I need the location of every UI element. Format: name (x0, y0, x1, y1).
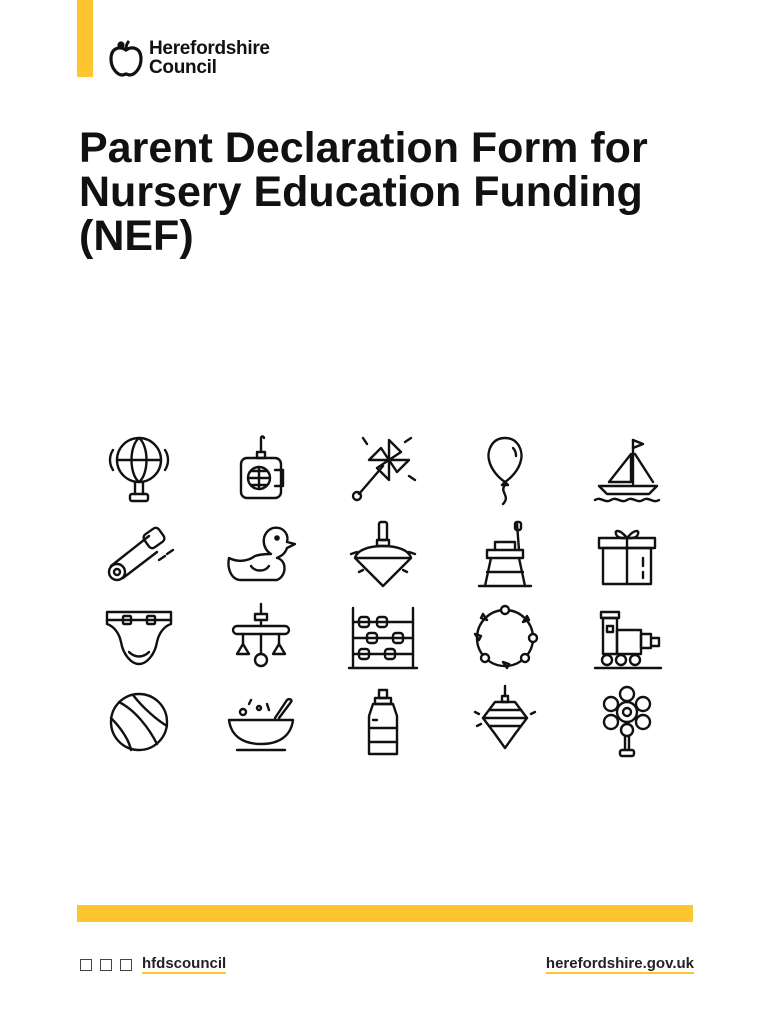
bead-necklace-cell (444, 596, 566, 680)
baby-bottle-cell (322, 680, 444, 764)
bottom-accent-bar (77, 905, 693, 922)
logo-line-1: Herefordshire (149, 38, 270, 59)
abacus-icon (343, 598, 423, 678)
gift-box-icon (587, 514, 667, 594)
baby-monitor-icon (221, 430, 301, 510)
social-links (80, 956, 226, 974)
baby-bottle-icon (343, 682, 423, 762)
sailboat-icon (587, 430, 667, 510)
title-line-1: Parent Declaration Form for (79, 124, 648, 172)
apple-logo-icon (107, 38, 145, 78)
toy-train-cell (566, 596, 688, 680)
flower-rattle-icon (587, 682, 667, 762)
page-title (79, 126, 719, 258)
balloon-cell (444, 428, 566, 512)
pinwheel-icon (343, 430, 423, 510)
title-line-3: (NEF) (79, 212, 194, 260)
logo-line-2: Council (149, 57, 217, 78)
baby-mobile-icon (221, 598, 301, 678)
safety-pin-cell (78, 512, 200, 596)
food-bowl-icon (221, 682, 301, 762)
sailboat-cell (566, 428, 688, 512)
hot-air-balloon-icon (99, 430, 179, 510)
baby-items-icon-grid (78, 428, 688, 764)
spinning-top-cell (322, 512, 444, 596)
gift-box-cell (566, 512, 688, 596)
facebook-icon[interactable] (80, 959, 92, 971)
website-link[interactable]: herefordshire.gov.uk (545, 955, 694, 972)
social-handle-link[interactable]: hfdscouncil (142, 955, 227, 972)
flower-rattle-cell (566, 680, 688, 764)
humming-top-cell (444, 680, 566, 764)
high-chair-icon (465, 514, 545, 594)
toy-train-icon (587, 598, 667, 678)
food-bowl-cell (200, 680, 322, 764)
beach-ball-icon (99, 682, 179, 762)
diaper-icon (99, 598, 179, 678)
top-accent-bar (77, 0, 93, 77)
instagram-icon[interactable] (120, 959, 132, 971)
safety-pin-icon (99, 514, 179, 594)
rubber-duck-icon (221, 514, 301, 594)
council-logo[interactable] (107, 38, 270, 78)
abacus-cell (322, 596, 444, 680)
twitter-icon[interactable] (100, 959, 112, 971)
spinning-top-icon (343, 514, 423, 594)
high-chair-cell (444, 512, 566, 596)
footer (80, 955, 694, 975)
hot-air-balloon-cell (78, 428, 200, 512)
beach-ball-cell (78, 680, 200, 764)
rubber-duck-cell (200, 512, 322, 596)
pinwheel-cell (322, 428, 444, 512)
baby-mobile-cell (200, 596, 322, 680)
title-line-2: Nursery Education Funding (79, 168, 643, 216)
balloon-icon (465, 430, 545, 510)
baby-monitor-cell (200, 428, 322, 512)
bead-necklace-icon (465, 598, 545, 678)
logo-text (149, 39, 270, 77)
diaper-cell (78, 596, 200, 680)
humming-top-icon (465, 682, 545, 762)
